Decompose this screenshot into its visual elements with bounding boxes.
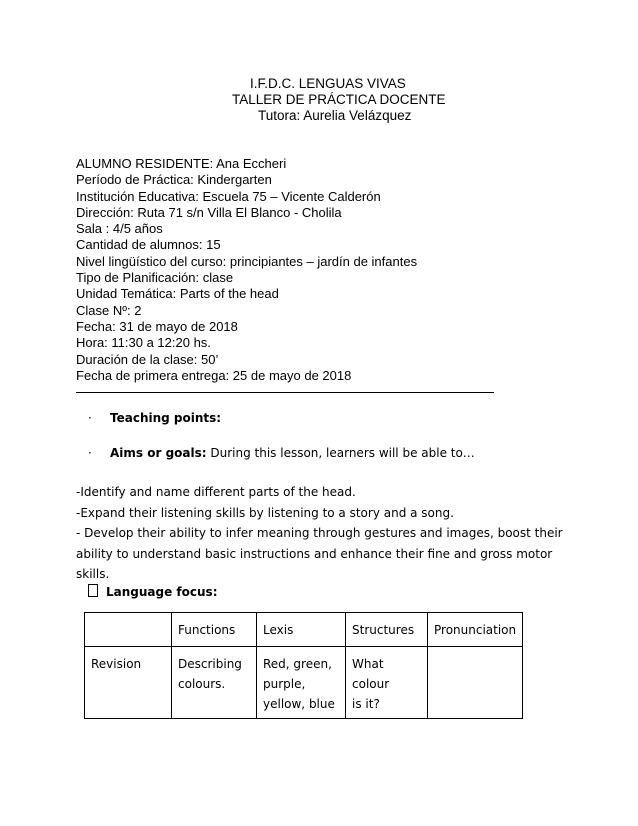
cell-pronunciation	[428, 647, 523, 719]
bullet-dot: ·	[88, 446, 92, 460]
info-time: Hora: 11:30 a 12:20 hs.	[76, 335, 211, 351]
info-level: Nivel lingüístico del curso: principiantes – jardín de infantes	[76, 253, 418, 269]
objective-line: -Expand their listening skills by listening to a story and a song.	[76, 505, 454, 520]
language-focus-heading: Language focus:	[106, 585, 218, 599]
cell-line: yellow, blue	[263, 697, 335, 711]
header-cell-functions: Functions	[172, 613, 257, 647]
language-focus-table	[84, 612, 523, 719]
info-unit: Unidad Temática: Parts of the head	[76, 286, 279, 302]
checkbox-bullet-icon	[88, 584, 98, 597]
table-header-row	[85, 613, 523, 647]
objectives-list	[76, 482, 563, 585]
table-row	[85, 647, 523, 719]
cell-line: Red, green,	[263, 657, 332, 671]
info-institution: Institución Educativa: Escuela 75 – Vicente Calderón	[76, 188, 381, 204]
student-info	[76, 156, 417, 384]
info-student: ALUMNO RESIDENTE: Ana Eccheri	[76, 156, 287, 171]
language-focus-item	[88, 584, 218, 599]
header-cell-lexis: Lexis	[257, 613, 346, 647]
header-cell-pronunciation: Pronunciation	[428, 613, 523, 647]
info-duration: Duración de la clase: 50’	[76, 351, 219, 367]
info-student-count: Cantidad de alumnos: 15	[76, 237, 221, 253]
cell-stage: Revision	[85, 647, 172, 719]
cell-line: purple,	[263, 677, 306, 691]
cell-line: colours.	[178, 677, 226, 691]
info-room: Sala : 4/5 años	[76, 221, 163, 237]
info-plan-type: Tipo de Planificación: clase	[76, 270, 234, 286]
info-date: Fecha: 31 de mayo de 2018	[76, 318, 238, 334]
cell-line: What colour	[352, 657, 390, 691]
aims-heading: Aims or goals:	[110, 446, 207, 460]
workshop-title: TALLER DE PRÁCTICA DOCENTE	[232, 92, 446, 107]
cell-functions	[172, 647, 257, 719]
institution-name: I.F.D.C. LENGUAS VIVAS	[250, 76, 406, 91]
aims-item	[88, 446, 475, 460]
cell-lexis	[257, 647, 346, 719]
header-cell-empty	[85, 613, 172, 647]
objective-line: ability to understand basic instructions and enhance their fine and gross motor	[76, 546, 553, 561]
cell-line: Describing	[178, 657, 242, 671]
info-first-delivery: Fecha de primera entrega: 25 de mayo de 2018	[76, 367, 352, 383]
cell-line: is it?	[352, 697, 380, 711]
objective-line: -Identify and name different parts of the head.	[76, 485, 356, 499]
header-cell-structures: Structures	[346, 613, 428, 647]
bullet-dot: ·	[88, 411, 92, 425]
teaching-points-item	[88, 411, 221, 425]
teaching-points-heading: Teaching points:	[110, 411, 222, 425]
objective-line: - Develop their ability to infer meaning through gestures and images, boost their	[76, 526, 563, 540]
tutor-line: Tutora: Aurelia Velázquez	[258, 108, 412, 123]
divider-line	[76, 392, 494, 393]
info-period: Período de Práctica: Kindergarten	[76, 172, 272, 188]
info-address: Dirección: Ruta 71 s/n Villa El Blanco - Cholila	[76, 204, 342, 220]
objective-line: skills.	[76, 567, 110, 581]
cell-structures	[346, 647, 428, 719]
aims-text: During this lesson, learners will be able to…	[206, 446, 475, 460]
info-class-number: Clase Nº: 2	[76, 302, 142, 318]
